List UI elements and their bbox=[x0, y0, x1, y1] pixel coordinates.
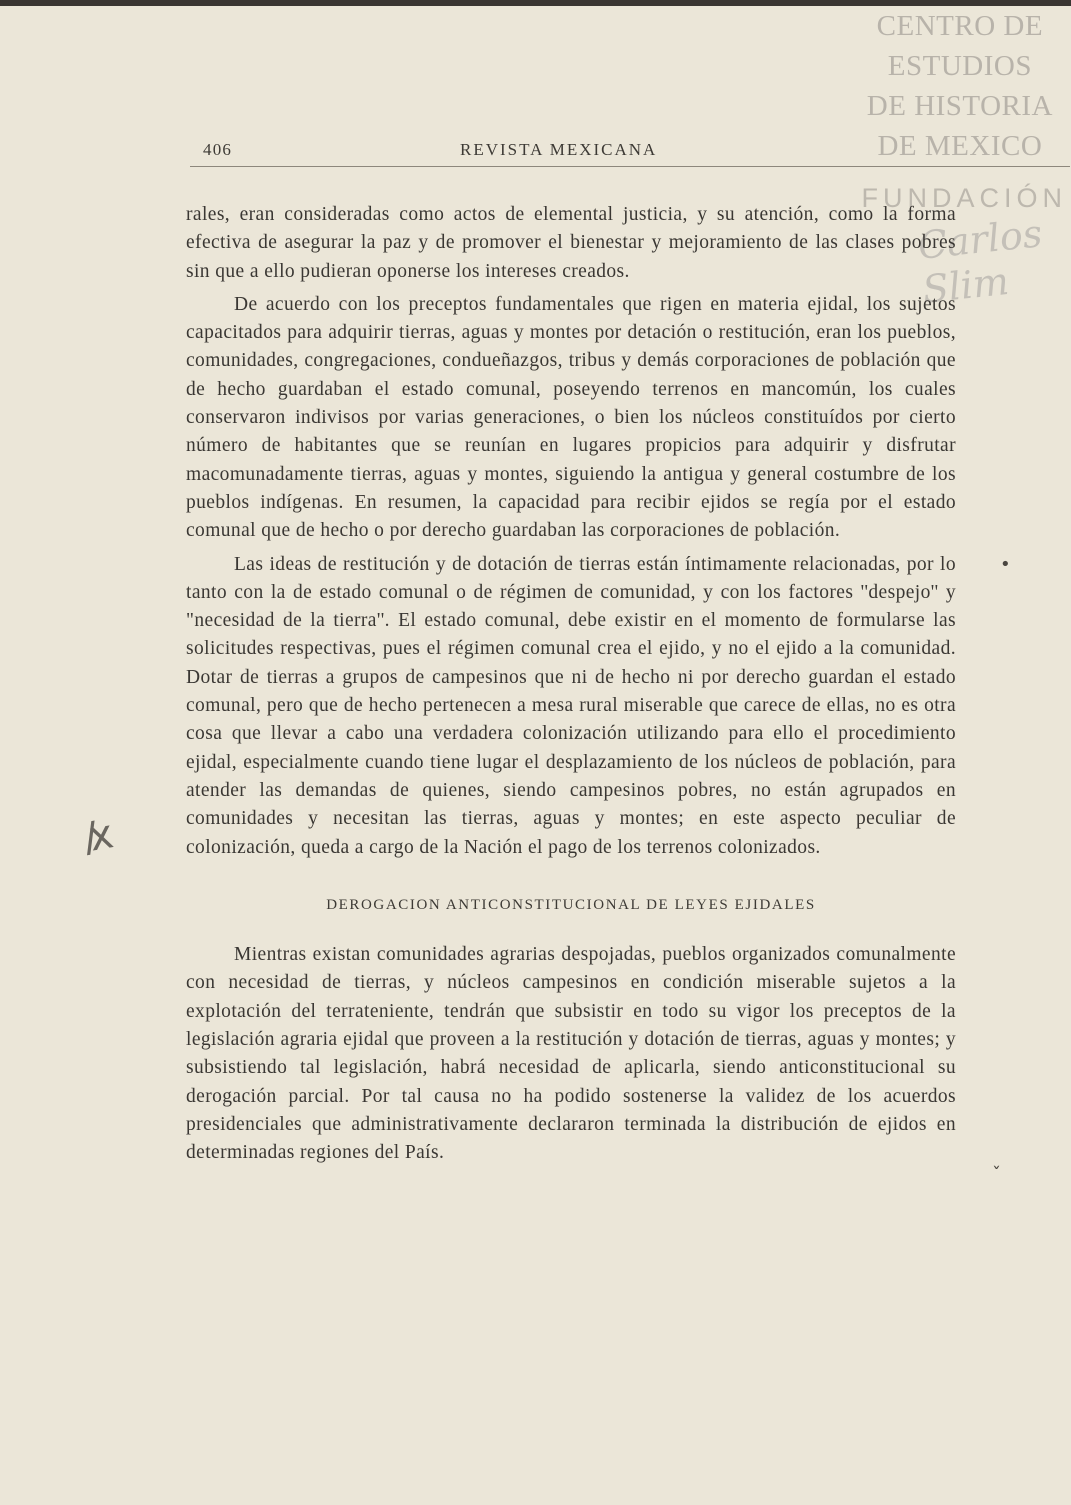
watermark-line-3: DE HISTORIA bbox=[866, 90, 1053, 122]
running-head: REVISTA MEXICANA bbox=[460, 140, 658, 159]
page-header bbox=[190, 130, 1070, 160]
watermark-line-4: DE MEXICO bbox=[877, 130, 1043, 162]
document-body bbox=[186, 201, 956, 1168]
margin-annotation: /x bbox=[80, 812, 109, 862]
margin-dot: • bbox=[1000, 554, 1011, 575]
watermark-line-2: ESTUDIOS bbox=[887, 50, 1032, 82]
document-page bbox=[0, 6, 1071, 1505]
paragraph: De acuerdo con los preceptos fundamentales que rigen en materia ejidal, los sujetos capacitados para adquirir tierras, aguas y montes por detación o restitución, eran los pueblos, comunidades, congregaciones, condueñazgos, tribus y demás corporaciones de población que de hecho guardaban el estado comunal, poseyendo terrenos en mancomún, los cuales conservaron indivisos por varias generaciones, o bien los núcleos constituídos por cierto número de habitantes que se reunían en lugares propicios para adquirir y disfrutar macomunadamente tierras, aguas y montes, siguiendo la antigua y general costumbre de los pueblos indígenas. En resumen, la capacidad para recibir ejidos se regía por el estado comunal que de hecho o por derecho guardaban las corporaciones de población. bbox=[186, 293, 956, 542]
header-rule bbox=[190, 166, 1070, 167]
margin-dot: ˇ bbox=[992, 1164, 1001, 1185]
paragraph: Mientras existan comunidades agrarias despojadas, pueblos organizados comunalmente con necesidad de tierras, y núcleos campesinos en condición miserable sujetos a la explotación del terrateniente, tendrán que subsistir en todo su vigor los preceptos de la legislación agraria ejidal que proveen a la restitución y dotación de tierras, aguas y montes; y subsistiendo tal legislación, habrá necesidad de aplicarla, siendo anticonstitucional su derogación parcial. Por tal causa no ha podido sostenerse la validez de los acuerdos presidenciales que administrativamente declararon terminada la distribución de ejidos en determinadas regiones del País. bbox=[186, 944, 956, 1164]
page-number: 406 bbox=[203, 140, 233, 159]
paragraph: rales, eran consideradas como actos de elemental justicia, y su atención, como la forma efectiva de asegurar la paz y de promover el bienestar y mejoramiento de las clases pobres sin que a ello pudieran oponerse los intereses creados. bbox=[186, 204, 956, 282]
paragraph: Las ideas de restitución y de dotación de tierras están íntimamente relacionadas, por lo tanto con la de estado comunal o de régimen de comunidad, y con los factores ''despejo'' y "necesidad de la tierra''. El estado comunal, debe existir en el momento de formularse las solicitudes respectivas, pues el régimen comunal crea el ejido, y no el ejido a la comunidad. Dotar de tierras a grupos de campesinos que ni de hecho ni por derecho guardan el estado comunal, pero que de hecho pertenecen a mesa rural miserable que carece de ellas, no es otra cosa que llevar a cabo una verdadera colonización utilizando para ello el procedimiento ejidal, especialmente cuando tiene lugar el desplazamiento de los núcleos de población, para atender las demandas de quienes, siendo campesinos pobres, no están agrupados en comunidades y necesitan las tierras, aguas y montes; en este aspecto peculiar de colonización, queda a cargo de la Nación el pago de los terrenos colonizados. bbox=[186, 553, 956, 858]
watermark-line-1: CENTRO DE bbox=[876, 10, 1044, 42]
watermark-signature: Carlos Slim bbox=[915, 211, 1045, 312]
section-heading: DEROGACION ANTICONSTITUCIONAL DE LEYES EJIDALES bbox=[326, 896, 816, 913]
watermark-foundation: FUNDACIÓN bbox=[861, 183, 1067, 213]
